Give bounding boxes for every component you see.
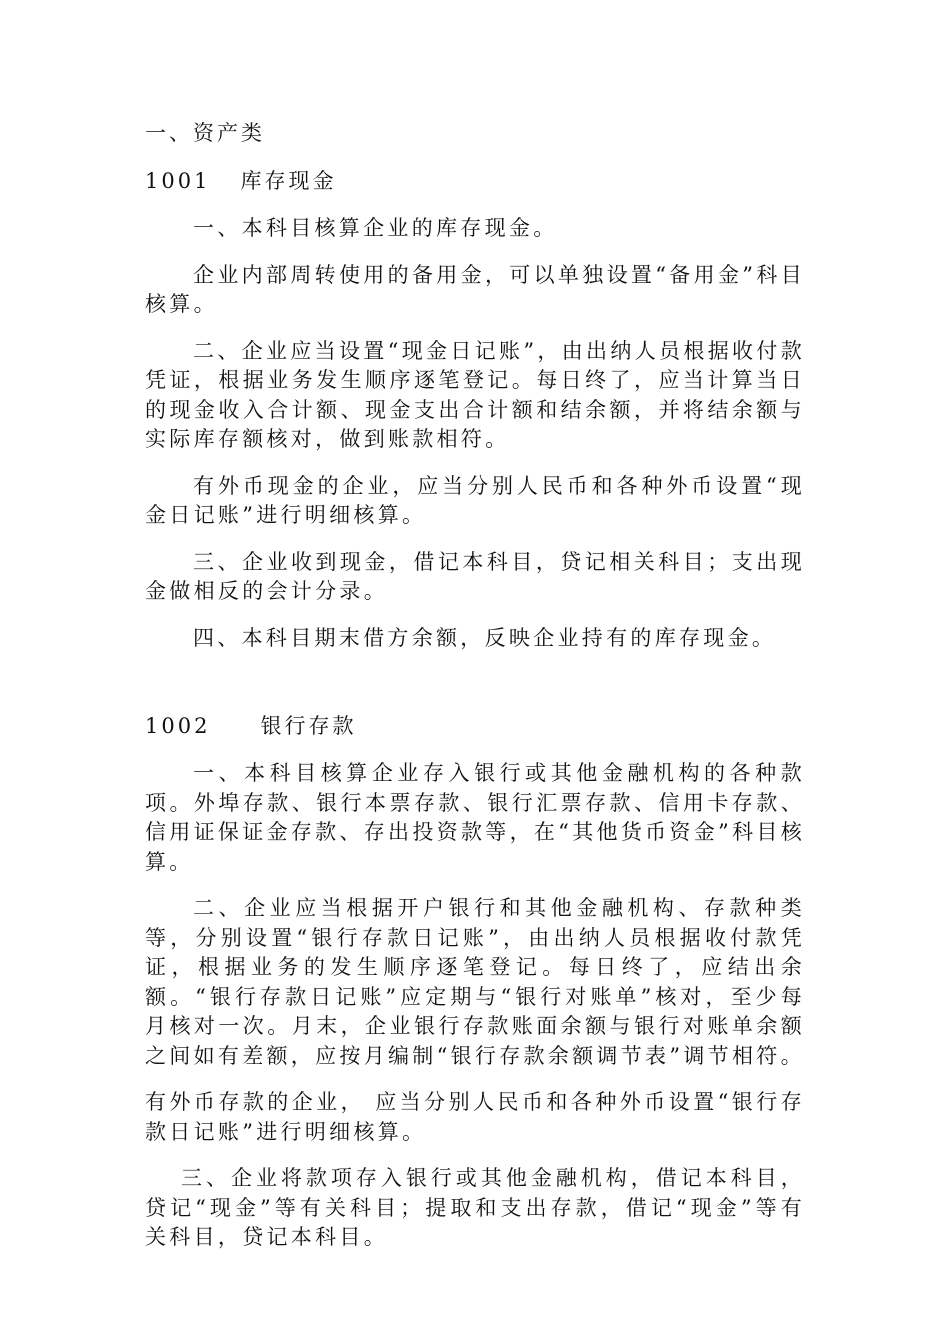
paragraph: 三、企业收到现金，借记本科目，贷记相关科目；支出现金做相反的会计分录。: [145, 549, 805, 603]
paragraph: 有外币存款的企业， 应当分别人民币和各种外币设置“银行存款日记账”进行明细核算。: [145, 1090, 805, 1144]
subject-name: 库存现金: [240, 169, 337, 193]
subject-name: 银行存款: [260, 714, 357, 738]
subject-code: 1002: [145, 714, 211, 738]
document-page: [145, 118, 805, 1253]
paragraph: 一、本科目核算企业存入银行或其他金融机构的各种款项。外埠存款、银行本票存款、银行汇票存款、信用卡存款、信用证保证金存款、存出投资款等，在“其他货币资金”科目核算。: [145, 761, 805, 874]
subject-heading-1002: [145, 711, 805, 741]
subject-code: 1001: [145, 169, 211, 193]
paragraph: 有外币现金的企业，应当分别人民币和各种外币设置“现金日记账”进行明细核算。: [145, 473, 805, 527]
paragraph: 二、企业应当设置“现金日记账”，由出纳人员根据收付款凭证，根据业务发生顺序逐笔登记。每日终了，应当计算当日的现金收入合计额、现金支出合计额和结余额，并将结余额与实际库存额核对，做到账款相符。: [145, 338, 805, 451]
paragraph: 一、本科目核算企业的库存现金。: [193, 216, 558, 240]
paragraph: 三、企业将款项存入银行或其他金融机构，借记本科目，贷记“现金”等有关科目；提取和支出存款，借记“现金”等有关科目，贷记本科目。: [145, 1166, 805, 1249]
section-title: 一、资产类: [145, 121, 265, 145]
paragraph: 企业内部周转使用的备用金，可以单独设置“备用金”科目核算。: [145, 262, 805, 316]
paragraph: 二、企业应当根据开户银行和其他金融机构、存款种类等，分别设置“银行存款日记账”，由出纳人员根据收付款凭证，根据业务的发生顺序逐笔登记。每日终了，应结出余额。“银行存款日记账”应定期与“银行对账单”核对，至少每月核对一次。月末，企业银行存款账面余额与银行对账单余额之间如有差额，应按月编制“银行存款余额调节表”调节相符。: [145, 896, 805, 1068]
paragraph: 四、本科目期末借方余额，反映企业持有的库存现金。: [193, 625, 777, 650]
subject-heading-1001: [145, 166, 805, 196]
